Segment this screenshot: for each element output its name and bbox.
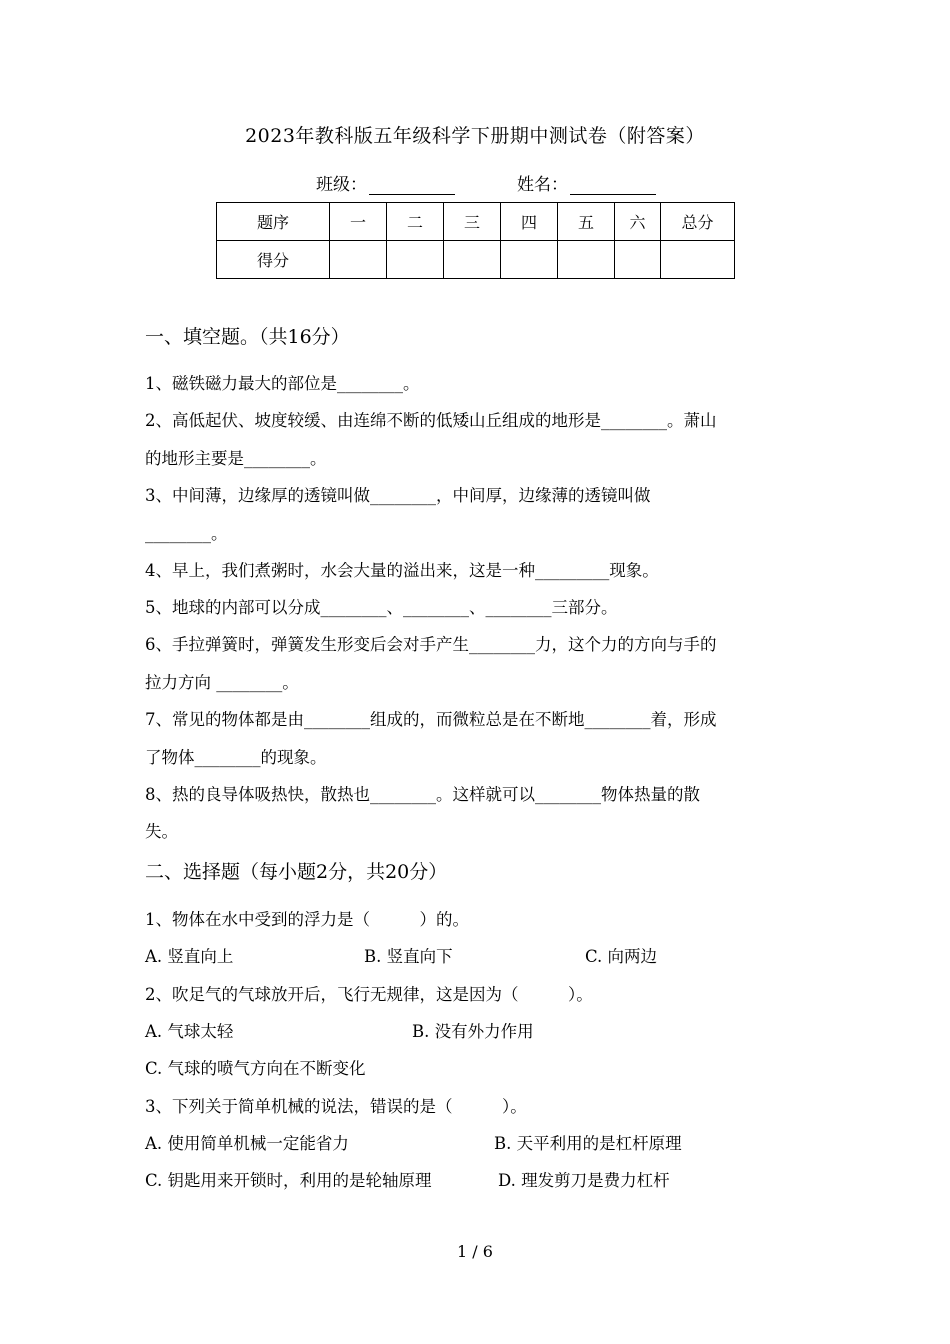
question-line: 1、物体在水中受到的浮力是（ ）的。 — [145, 910, 469, 929]
table-cell: 一 — [330, 203, 387, 241]
score-input-cell[interactable] — [387, 241, 444, 279]
page-number: 1 / 6 — [457, 1242, 493, 1261]
option-a[interactable]: A. 气球太轻 — [145, 1022, 234, 1041]
table-cell: 四 — [501, 203, 558, 241]
name-blank[interactable] — [570, 176, 656, 195]
option-a[interactable]: A. 使用简单机械一定能省力 — [145, 1134, 349, 1153]
class-label: 班级： — [316, 175, 367, 195]
question-line: 1、磁铁磁力最大的部位是________。 — [145, 374, 420, 393]
option-b[interactable]: B. 没有外力作用 — [412, 1022, 534, 1041]
score-input-cell[interactable] — [661, 241, 735, 279]
page-title: 2023年教科版五年级科学下册期中测试卷（附答案） — [245, 125, 705, 147]
table-cell: 六 — [615, 203, 661, 241]
score-table-header-row — [217, 203, 735, 241]
question-line: ________。 — [145, 524, 228, 543]
option-d[interactable]: D. 理发剪刀是费力杠杆 — [498, 1171, 670, 1190]
option-b[interactable]: B. 天平利用的是杠杆原理 — [494, 1134, 682, 1153]
option-c[interactable]: C. 钥匙用来开锁时，利用的是轮轴原理 — [145, 1171, 432, 1190]
table-cell: 五 — [558, 203, 615, 241]
question-line: 5、地球的内部可以分成________、________、________三部分。 — [145, 598, 618, 617]
question-line: 3、中间薄，边缘厚的透镜叫做________，中间厚，边缘薄的透镜叫做 — [145, 486, 651, 505]
option-a[interactable]: A. 竖直向上 — [145, 947, 234, 966]
question-line: 了物体________的现象。 — [145, 748, 327, 767]
score-table — [216, 202, 735, 279]
option-c[interactable]: C. 向两边 — [585, 947, 658, 966]
section-heading: 二、选择题（每小题2分，共20分） — [145, 861, 448, 883]
option-b[interactable]: B. 竖直向下 — [364, 947, 453, 966]
table-cell: 总分 — [661, 203, 735, 241]
name-field — [517, 170, 656, 195]
question-line: 失。 — [145, 822, 178, 841]
score-table-score-row — [217, 241, 735, 279]
score-input-cell[interactable] — [615, 241, 661, 279]
question-line: 4、早上，我们煮粥时，水会大量的溢出来，这是一种_________现象。 — [145, 561, 659, 580]
question-line: 3、下列关于简单机械的说法，错误的是（ ）。 — [145, 1097, 527, 1116]
table-cell: 三 — [444, 203, 501, 241]
question-line: 的地形主要是________。 — [145, 449, 327, 468]
option-c[interactable]: C. 气球的喷气方向在不断变化 — [145, 1059, 366, 1078]
question-line: 6、手拉弹簧时，弹簧发生形变后会对手产生________力，这个力的方向与手的 — [145, 635, 717, 654]
score-input-cell[interactable] — [558, 241, 615, 279]
question-line: 8、热的良导体吸热快，散热也________。这样就可以________物体热量的散 — [145, 785, 700, 804]
section-heading: 一、填空题。（共16分） — [145, 326, 350, 348]
score-input-cell[interactable] — [444, 241, 501, 279]
question-line: 2、高低起伏、坡度较缓、由连绵不断的低矮山丘组成的地形是________。萧山 — [145, 411, 717, 430]
class-blank[interactable] — [369, 176, 455, 195]
score-input-cell[interactable] — [501, 241, 558, 279]
question-line: 2、吹足气的气球放开后，飞行无规律，这是因为（ ）。 — [145, 985, 593, 1004]
name-label: 姓名： — [517, 175, 568, 195]
table-cell: 得分 — [217, 241, 330, 279]
question-line: 7、常见的物体都是由________组成的，而微粒总是在不断地________着，形成 — [145, 710, 717, 729]
score-input-cell[interactable] — [330, 241, 387, 279]
table-cell: 二 — [387, 203, 444, 241]
question-line: 拉力方向 ________。 — [145, 673, 299, 692]
class-field — [316, 170, 455, 195]
table-cell: 题序 — [217, 203, 330, 241]
